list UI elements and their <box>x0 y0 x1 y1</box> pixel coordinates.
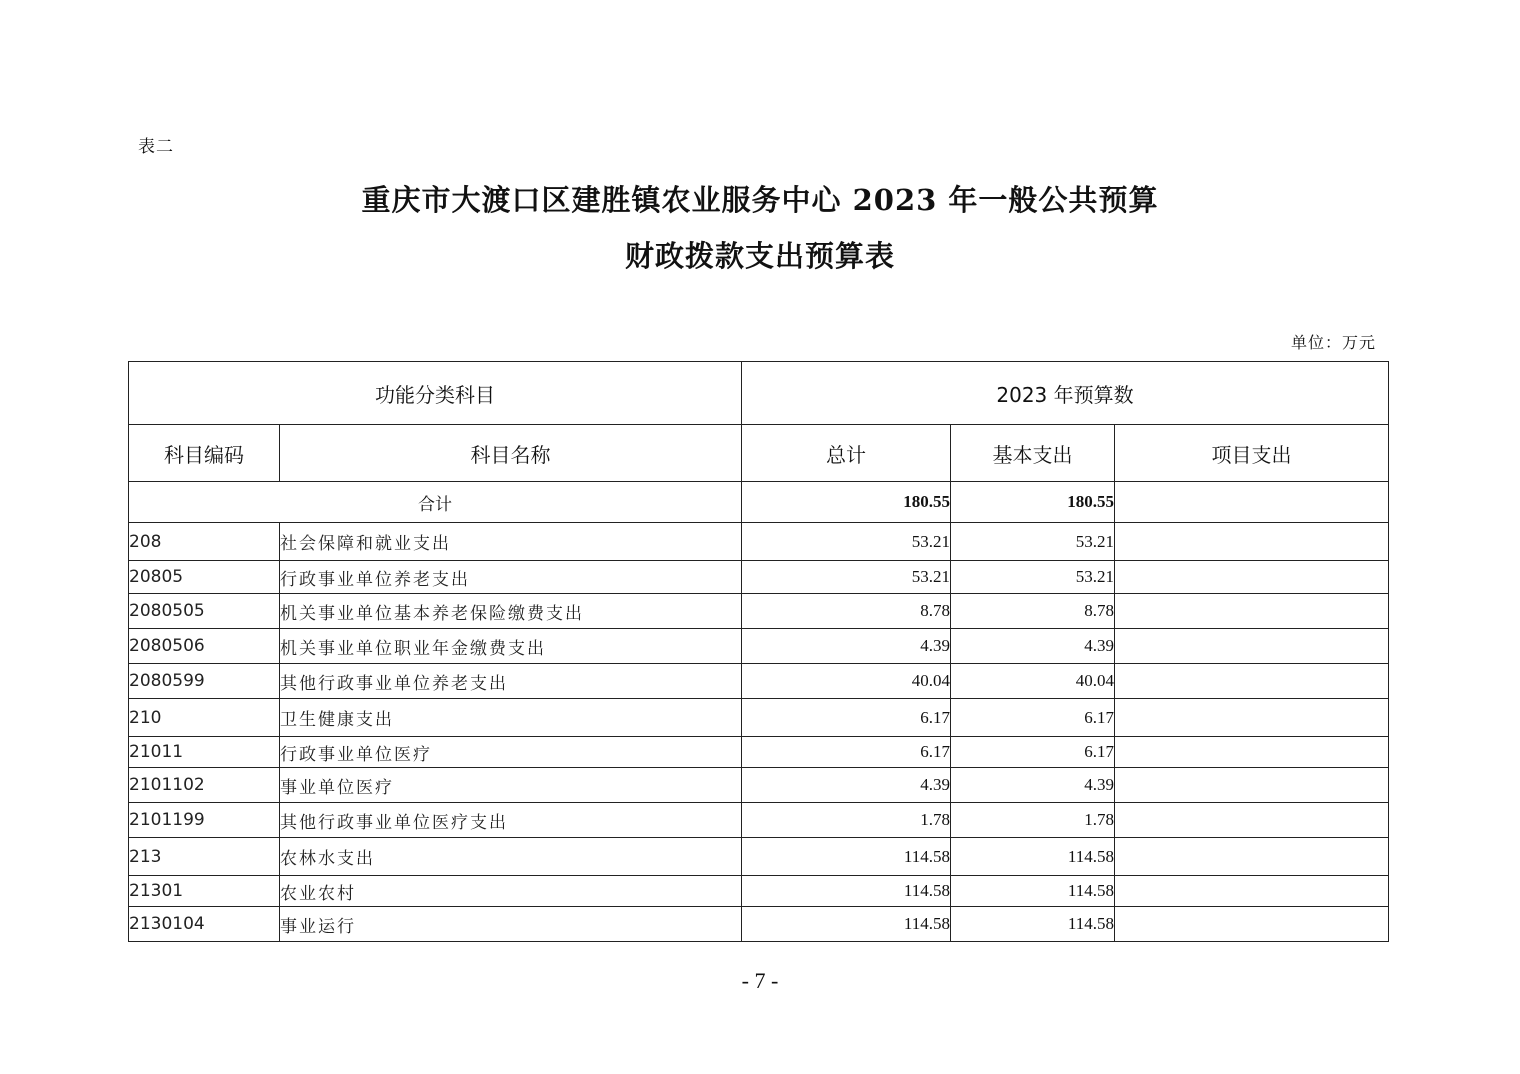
total-row <box>129 482 1389 523</box>
subject-name: 农林水支出 <box>280 838 742 876</box>
project-amount <box>1115 664 1389 699</box>
subject-code: 210 <box>129 699 280 737</box>
subject-name: 行政事业单位养老支出 <box>280 561 742 594</box>
subject-name: 机关事业单位职业年金缴费支出 <box>280 629 742 664</box>
total-project-amount <box>1115 482 1389 523</box>
project-amount <box>1115 561 1389 594</box>
header-budget-2023: 2023 年预算数 <box>742 362 1389 425</box>
header-functional-classification: 功能分类科目 <box>129 362 742 425</box>
basic-amount: 6.17 <box>951 699 1115 737</box>
total-amount: 114.58 <box>742 838 951 876</box>
total-amount: 114.58 <box>742 907 951 942</box>
subject-code: 2080505 <box>129 594 280 629</box>
header-total: 总计 <box>742 425 951 482</box>
subject-name: 社会保障和就业支出 <box>280 523 742 561</box>
basic-amount: 53.21 <box>951 561 1115 594</box>
page-number: - 7 - <box>741 968 779 993</box>
header-project-expenditure: 项目支出 <box>1115 425 1389 482</box>
subject-code: 2080506 <box>129 629 280 664</box>
table-row <box>129 737 1389 768</box>
table-row <box>129 907 1389 942</box>
project-amount <box>1115 803 1389 838</box>
project-amount <box>1115 699 1389 737</box>
total-amount: 53.21 <box>742 523 951 561</box>
table-row <box>129 629 1389 664</box>
project-amount <box>1115 838 1389 876</box>
subject-code: 2101199 <box>129 803 280 838</box>
header-basic-expenditure: 基本支出 <box>951 425 1115 482</box>
table-row <box>129 876 1389 907</box>
total-amount: 6.17 <box>742 699 951 737</box>
basic-amount: 4.39 <box>951 768 1115 803</box>
budget-table <box>128 361 1389 942</box>
project-amount <box>1115 768 1389 803</box>
subject-name: 其他行政事业单位养老支出 <box>280 664 742 699</box>
document-title-line2: 财政拨款支出预算表 <box>624 239 895 273</box>
total-amount: 180.55 <box>742 482 951 523</box>
subject-name: 机关事业单位基本养老保险缴费支出 <box>280 594 742 629</box>
subject-code: 2080599 <box>129 664 280 699</box>
subject-name: 卫生健康支出 <box>280 699 742 737</box>
subject-code: 2101102 <box>129 768 280 803</box>
subject-code: 21011 <box>129 737 280 768</box>
table-row <box>129 699 1389 737</box>
total-amount: 4.39 <box>742 768 951 803</box>
total-amount: 114.58 <box>742 876 951 907</box>
basic-amount: 114.58 <box>951 907 1115 942</box>
project-amount <box>1115 629 1389 664</box>
table-label: 表二 <box>138 137 174 157</box>
table-row <box>129 768 1389 803</box>
subject-name: 农业农村 <box>280 876 742 907</box>
unit-label: 单位：万元 <box>1290 333 1376 352</box>
total-amount: 8.78 <box>742 594 951 629</box>
header-column-row <box>129 425 1389 482</box>
project-amount <box>1115 907 1389 942</box>
header-group-row <box>129 362 1389 425</box>
total-amount: 53.21 <box>742 561 951 594</box>
subject-code: 208 <box>129 523 280 561</box>
basic-amount: 4.39 <box>951 629 1115 664</box>
table-row <box>129 803 1389 838</box>
project-amount <box>1115 737 1389 768</box>
basic-amount: 114.58 <box>951 876 1115 907</box>
total-label: 合计 <box>129 482 742 523</box>
total-amount: 40.04 <box>742 664 951 699</box>
basic-amount: 114.58 <box>951 838 1115 876</box>
subject-code: 21301 <box>129 876 280 907</box>
project-amount <box>1115 876 1389 907</box>
table-row <box>129 561 1389 594</box>
project-amount <box>1115 594 1389 629</box>
table-row <box>129 523 1389 561</box>
header-subject-name: 科目名称 <box>280 425 742 482</box>
total-amount: 1.78 <box>742 803 951 838</box>
subject-code: 20805 <box>129 561 280 594</box>
subject-code: 2130104 <box>129 907 280 942</box>
basic-amount: 8.78 <box>951 594 1115 629</box>
header-subject-code: 科目编码 <box>129 425 280 482</box>
total-amount: 6.17 <box>742 737 951 768</box>
subject-name: 事业单位医疗 <box>280 768 742 803</box>
table-row <box>129 664 1389 699</box>
subject-name: 其他行政事业单位医疗支出 <box>280 803 742 838</box>
subject-name: 行政事业单位医疗 <box>280 737 742 768</box>
project-amount <box>1115 523 1389 561</box>
basic-amount: 6.17 <box>951 737 1115 768</box>
subject-code: 213 <box>129 838 280 876</box>
table-row <box>129 594 1389 629</box>
table-row <box>129 838 1389 876</box>
basic-amount: 53.21 <box>951 523 1115 561</box>
total-basic-amount: 180.55 <box>951 482 1115 523</box>
basic-amount: 1.78 <box>951 803 1115 838</box>
total-amount: 4.39 <box>742 629 951 664</box>
subject-name: 事业运行 <box>280 907 742 942</box>
document-title-line1: 重庆市大渡口区建胜镇农业服务中心 2023 年一般公共预算 <box>361 183 1159 217</box>
basic-amount: 40.04 <box>951 664 1115 699</box>
